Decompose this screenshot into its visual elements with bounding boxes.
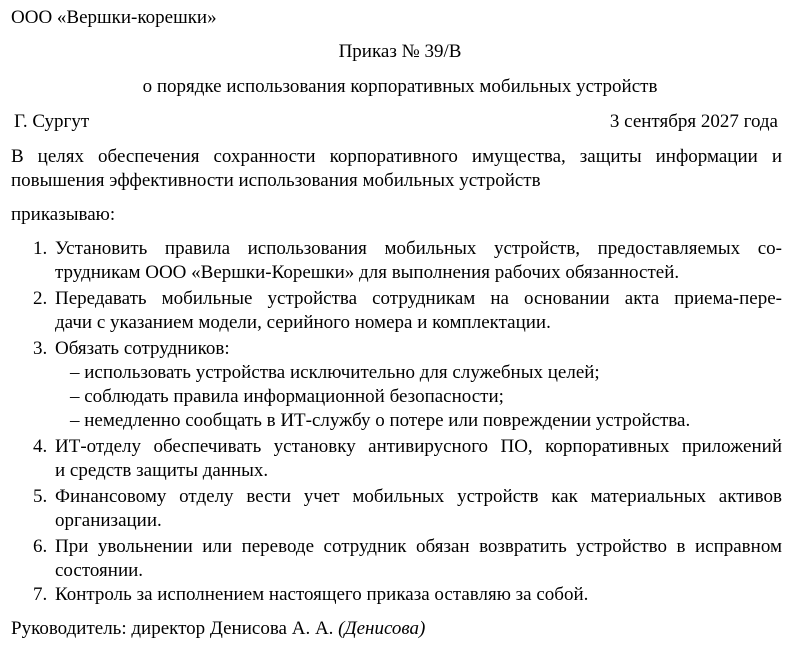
city: Г. Сургут (14, 111, 90, 132)
item-text-line: Установить правила использования мобильных устройств, предоставляемых со- (55, 238, 782, 259)
item-number: 4. (33, 436, 48, 457)
sub-item: – немедленно сообщать в ИТ-службу о потере или повреждении устройства. (70, 410, 691, 431)
item-number: 2. (33, 288, 48, 309)
item-text-line: Передавать мобильные устройства сотрудникам на основании акта приема-пере- (55, 288, 782, 309)
item-number: 6. (33, 536, 48, 557)
preamble-line: повышения эффективности использования мобильных устройств (11, 170, 541, 191)
order-subject: о порядке использования корпоративных мобильных устройств (142, 76, 658, 97)
item-text-line: организации. (55, 510, 162, 531)
item-number: 5. (33, 486, 48, 507)
organization-name: ООО «Вершки-корешки» (11, 7, 217, 28)
item-text-line: дачи с указанием модели, серийного номера и комплектации. (55, 312, 551, 333)
item-number: 3. (33, 338, 48, 359)
order-date: 3 сентября 2027 года (609, 111, 778, 132)
item-text-line: ИТ-отделу обеспечивать установку антивирусного ПО, корпоративных приложений (55, 436, 782, 457)
sub-item: – использовать устройства исключительно для служебных целей; (70, 362, 600, 383)
sub-item: – соблюдать правила информационной безопасности; (70, 386, 504, 407)
item-text-line: Обязать сотрудников: (55, 338, 230, 359)
preamble-line: В целях обеспечения сохранности корпоративного имущества, защиты информации и (11, 146, 782, 167)
item-number: 7. (33, 584, 48, 605)
order-title: Приказ № 39/В (338, 41, 462, 62)
item-text-line: При увольнении или переводе сотрудник обязан возвратить устройство в исправном (55, 536, 782, 557)
signature-name: (Денисова) (338, 618, 426, 639)
signature-line (11, 617, 425, 641)
item-text-line: Контроль за исполнением настоящего приказа оставляю за собой. (55, 584, 589, 605)
item-number: 1. (33, 238, 48, 259)
item-text-line: и средств защиты данных. (55, 460, 269, 481)
item-text-line: Финансовому отделу вести учет мобильных устройств как материальных активов (55, 486, 782, 507)
item-text-line: состоянии. (55, 560, 144, 581)
signature-label: Руководитель: директор Денисова А. А. (11, 618, 334, 639)
item-text-line: трудникам ООО «Вершки-Корешки» для выполнения рабочих обязанностей. (55, 262, 680, 283)
order-word: приказываю: (11, 204, 116, 225)
